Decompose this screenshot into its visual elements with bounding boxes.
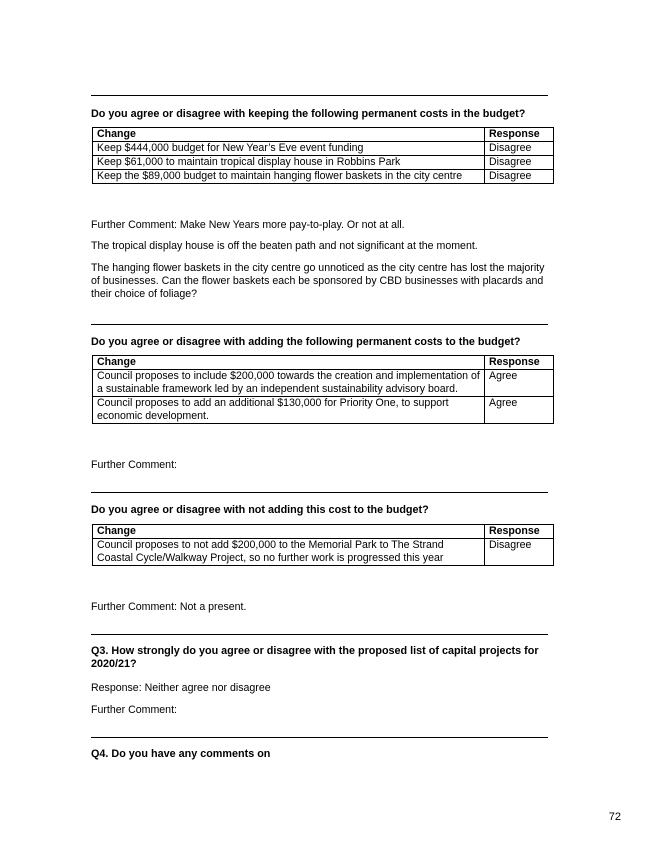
- column-header-change: Change: [93, 525, 485, 539]
- section1-table: [92, 127, 554, 184]
- table-row: [93, 539, 554, 566]
- page-number: 72: [608, 811, 621, 823]
- table-header-row: [93, 128, 554, 142]
- section-divider: [91, 492, 548, 493]
- section2-question: Do you agree or disagree with adding the following permanent costs to the budget?: [91, 336, 521, 348]
- further-comment: Further Comment:: [91, 459, 177, 471]
- comment-paragraph: The tropical display house is off the beaten path and not significant at the moment.: [91, 240, 478, 252]
- change-cell: Keep the $89,000 budget to maintain hanging flower baskets in the city centre: [93, 170, 485, 184]
- section-divider: [91, 634, 548, 635]
- section3-table: [92, 524, 554, 566]
- section1-question: Do you agree or disagree with keeping the following permanent costs in the budget?: [91, 108, 526, 120]
- column-header-response: Response: [485, 356, 554, 370]
- table-row: [93, 156, 554, 170]
- table-row: [93, 397, 554, 424]
- change-cell: Keep $61,000 to maintain tropical display house in Robbins Park: [93, 156, 485, 170]
- change-cell: Keep $444,000 budget for New Year’s Eve event funding: [93, 142, 485, 156]
- response-cell: Agree: [485, 397, 554, 424]
- response-cell: Disagree: [485, 539, 554, 566]
- q3-response: Response: Neither agree nor disagree: [91, 682, 271, 694]
- table-header-row: [93, 356, 554, 370]
- section2-table: [92, 355, 554, 424]
- further-comment: Further Comment: Make New Years more pay-to-play. Or not at all.: [91, 219, 405, 231]
- comment-paragraph: The hanging flower baskets in the city centre go unnoticed as the city centre has lost the majority of businesses. Can the flower baskets each be sponsored by CBD businesses with placards and their choice of foliage?: [91, 262, 545, 301]
- table-row: [93, 142, 554, 156]
- table-header-row: [93, 525, 554, 539]
- response-cell: Disagree: [485, 142, 554, 156]
- section3-question: Do you agree or disagree with not adding this cost to the budget?: [91, 504, 429, 516]
- response-cell: Disagree: [485, 170, 554, 184]
- further-comment: Further Comment: Not a present.: [91, 601, 247, 613]
- further-comment: Further Comment:: [91, 704, 177, 716]
- change-cell: Council proposes to not add $200,000 to the Memorial Park to The Strand Coastal Cycle/Walkway Project, so no further work is progressed this year: [93, 539, 485, 566]
- section-divider: [91, 324, 548, 325]
- section-divider: [91, 95, 548, 96]
- q4-question: Q4. Do you have any comments on: [91, 748, 271, 760]
- change-cell: Council proposes to add an additional $130,000 for Priority One, to support economic development.: [93, 397, 485, 424]
- section-divider: [91, 737, 548, 738]
- table-row: [93, 370, 554, 397]
- response-cell: Agree: [485, 370, 554, 397]
- column-header-response: Response: [485, 525, 554, 539]
- q3-question: Q3. How strongly do you agree or disagree with the proposed list of capital projects for 2020/21?: [91, 645, 539, 670]
- table-row: [93, 170, 554, 184]
- column-header-change: Change: [93, 128, 485, 142]
- change-cell: Council proposes to include $200,000 towards the creation and implementation of a sustainable framework led by an independent sustainability advisory board.: [93, 370, 485, 397]
- response-cell: Disagree: [485, 156, 554, 170]
- column-header-change: Change: [93, 356, 485, 370]
- column-header-response: Response: [485, 128, 554, 142]
